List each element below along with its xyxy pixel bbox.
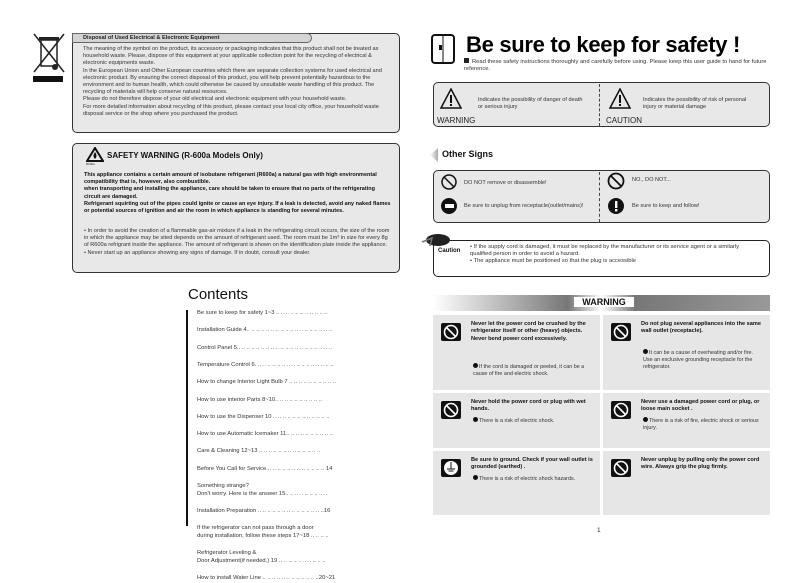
ground-icon — [441, 459, 461, 477]
contents-title: Contents — [188, 286, 249, 303]
warning-banner-label: WARNING — [574, 297, 634, 307]
r600a-label: R600a — [86, 162, 95, 166]
page-title: Be sure to keep for safety ! — [466, 32, 741, 57]
caution-triangle-icon — [609, 88, 631, 110]
warning-desc: Indicates the possibility of danger of death or serious injury — [478, 97, 583, 111]
sign-text: Be sure to keep and follow! — [632, 203, 700, 209]
safety-warning-bold: This appliance contains a certain amount of isobutane refrigerant (R600a) a natural gas with high environmental compatibility that is, however, also combustible. when transporting and installing the appliance, care should be taken to ensure that no parts of the refrigerating circuit are damaged. Refrigerant squirting out of the pipes could ignite or cause an eye injury. If a leak is detected, avoid any naked flames or potential sources of ignition and air the room in which appliance is standing for several minutes. — [84, 172, 391, 215]
toc-item[interactable]: How to change Interior Light Bulb 7 .. .. .. .. .. .. .. .. .. .. — [197, 379, 336, 386]
warning-note: There is a risk of electric shock hazards. — [479, 476, 576, 482]
warning-card — [603, 451, 770, 515]
toc-item[interactable]: Installation Preparation .. .. .. .. .. .. .. .. .. .. .. .. .. ..16 — [197, 508, 331, 514]
other-signs-title: Other Signs — [442, 149, 494, 159]
toc-item[interactable]: Temperature Control 6. .. .. .. .. .. .. .. .. .. .. .. .. .. .. .. .. — [197, 361, 334, 368]
warning-heading: Never unplug by pulling only the power cord wire. Always grip the plug firmly. — [641, 457, 760, 471]
toc-item[interactable]: Refrigerator Leveling & Door Adjustment(if needed.) 19 .. .. .. .. .. .. .. .. .. .. — [197, 550, 326, 564]
prohibited-icon — [441, 323, 461, 341]
warning-note: If the cord is damaged or peeled, it can be a cause of fire and electric shock. — [473, 364, 585, 378]
toc-item[interactable]: Control Panel 5.. .. .. .. .. .. .. .. .. .. .. .. .. .. .. .. .. .. .. .. — [197, 344, 332, 351]
warning-note: There is a risk of fire, electric shock or serious injury. — [643, 418, 759, 432]
warning-card — [433, 315, 600, 390]
toc-item[interactable]: If the refrigerator can not pass through a door during installation, follow these steps 17~18 .. .. .. .. — [197, 525, 329, 539]
warning-label: WARNING — [437, 116, 476, 125]
warning-card — [433, 451, 600, 515]
disposal-text: The meaning of the symbol on the product, its accessory or packaging indicates that this product shall not be treated as household waste. Please, dispose of this equipment at your applicable collection point for the recycling of electrical & electronic equipments waste. In the European Union and Other European countries which there are separate collection systems for used electrical and electronic product. By ensuring the correct disposal of this product, you will help prevent potentially hazardous to the environment and to human health, which could otherwise be caused by unsuitable waste handling of this product. The recycling of materials will help conserve natural resources. Please do not therefore dispose of your old electrical and electronic equipment with your household waste. For more detailed information about recycling of this product, please contact your local city office, your household waste disposal service or the shop where you purchased the product. — [83, 46, 382, 117]
warning-note: There is a risk of electric shock. — [479, 418, 555, 424]
warning-heading: Do not plug several appliances into the same wall outlet (receptacle). — [641, 321, 761, 335]
exclamation-icon — [607, 197, 625, 215]
page-subtitle: Read these safety instructions thoroughly and carefully before using. Please keep this user guide to hand for future reference. — [464, 59, 767, 73]
sign-text: DO NOT remove or disassemble! — [464, 180, 547, 186]
warning-heading: Never use a damaged power cord or plug, or loose main socket . — [641, 399, 760, 413]
other-signs-box — [433, 170, 770, 223]
warning-note: It can be a cause of overheating and/or fire. Use an exclusive grounding receptacle for the refrigerator. — [643, 350, 753, 371]
warning-triangle-icon — [440, 88, 462, 110]
weee-crossed-bin-icon — [33, 32, 65, 84]
warning-heading: Be sure to ground. Check if your wall outlet is grounded (earthed) . — [471, 457, 593, 471]
caution-desc: Indicates the possibility of risk of personal injury or material damage — [643, 97, 747, 111]
warning-heading: Never hold the power cord or plug with wet hands. — [471, 399, 586, 413]
contents-rule — [186, 310, 188, 526]
caution-cloud-icon — [420, 232, 452, 248]
warning-heading: Never let the power cord be crushed by the refrigerator itself or other (heavy) objects. Never bend power cord excessively. — [471, 321, 586, 342]
warning-card — [603, 393, 770, 448]
toc-item[interactable]: Care & Cleaning 12~13 .. .. .. .. .. .. .. .. .. .. .. .. .. — [197, 448, 321, 455]
prohibited-icon — [611, 323, 631, 341]
prohibited-icon — [607, 172, 625, 190]
toc-item[interactable]: How to use Automatic Icemaker 11.. .. .. .. .. .. .. .. .. .. — [197, 431, 333, 438]
prohibited-icon — [611, 401, 631, 419]
sign-text: NO., DO NOT... — [632, 177, 671, 183]
unplug-icon — [440, 197, 458, 215]
disposal-title: Disposal of Used Electrical & Electronic Equipment — [72, 33, 312, 43]
page-number: 1 — [597, 527, 601, 534]
warning-card — [433, 393, 600, 448]
prohibited-icon — [611, 459, 631, 477]
toc-item[interactable]: How to install Water Line .. .. .. .. .. .. .. .. .. .. .. ..20~21 — [197, 575, 336, 582]
toc-item[interactable]: Something strange? Don't worry. Here is the answer 15.. .. .. .. .. .. .. .. .. — [197, 483, 328, 497]
refrigerator-icon — [430, 33, 458, 65]
toc-item[interactable]: Before You Call for Service... .. .. .. .. .. .. .. .. .. .. .. 14 — [197, 465, 333, 472]
no-disassemble-icon — [441, 174, 457, 190]
safety-warning-title: SAFETY WARNING (R-600a Models Only) — [107, 151, 263, 160]
toc-item[interactable]: How to use the Dispenser 10 .. .. .. .. .. .. .. .. .. .. .. .. — [197, 413, 330, 420]
chevron-left-icon — [430, 148, 438, 162]
toc-item[interactable]: Installation Guide 4.. .. .. .. .. .. .. .. .. .. .. .. .. .. .. .. .. .. — [197, 327, 332, 334]
caution-label: CAUTION — [606, 116, 642, 125]
warning-card — [603, 315, 770, 390]
toc-item[interactable]: Be sure to keep for safety 1~3 .. .. .. .. .. .. .. .. .. .. .. — [197, 310, 328, 316]
safety-warning-bullets: • In order to avoid the creation of a flammable gas-air mixture if a leak in the refrigerating circuit occurs, the size of the room in which the appliance may be sited depends on the amount of refrigerant used. The room must be 1m³ in size for every 8g of R600a refrigrant inside the appliance. The amount of refrigerant is shown on the identification plate inside the appliance. • Never start up an appliance showing any signs of damage. If in doubt, consult your dealer. — [84, 228, 390, 256]
toc-item[interactable]: How to use interior Parts 8~10.. .. .. .. .. .. .. .. .. .. — [197, 396, 322, 403]
caution-box-label: Caution — [438, 248, 461, 254]
sign-text: Be sure to unplug from receptacle(outlet/mains)! — [464, 203, 584, 209]
prohibited-icon — [441, 401, 461, 419]
